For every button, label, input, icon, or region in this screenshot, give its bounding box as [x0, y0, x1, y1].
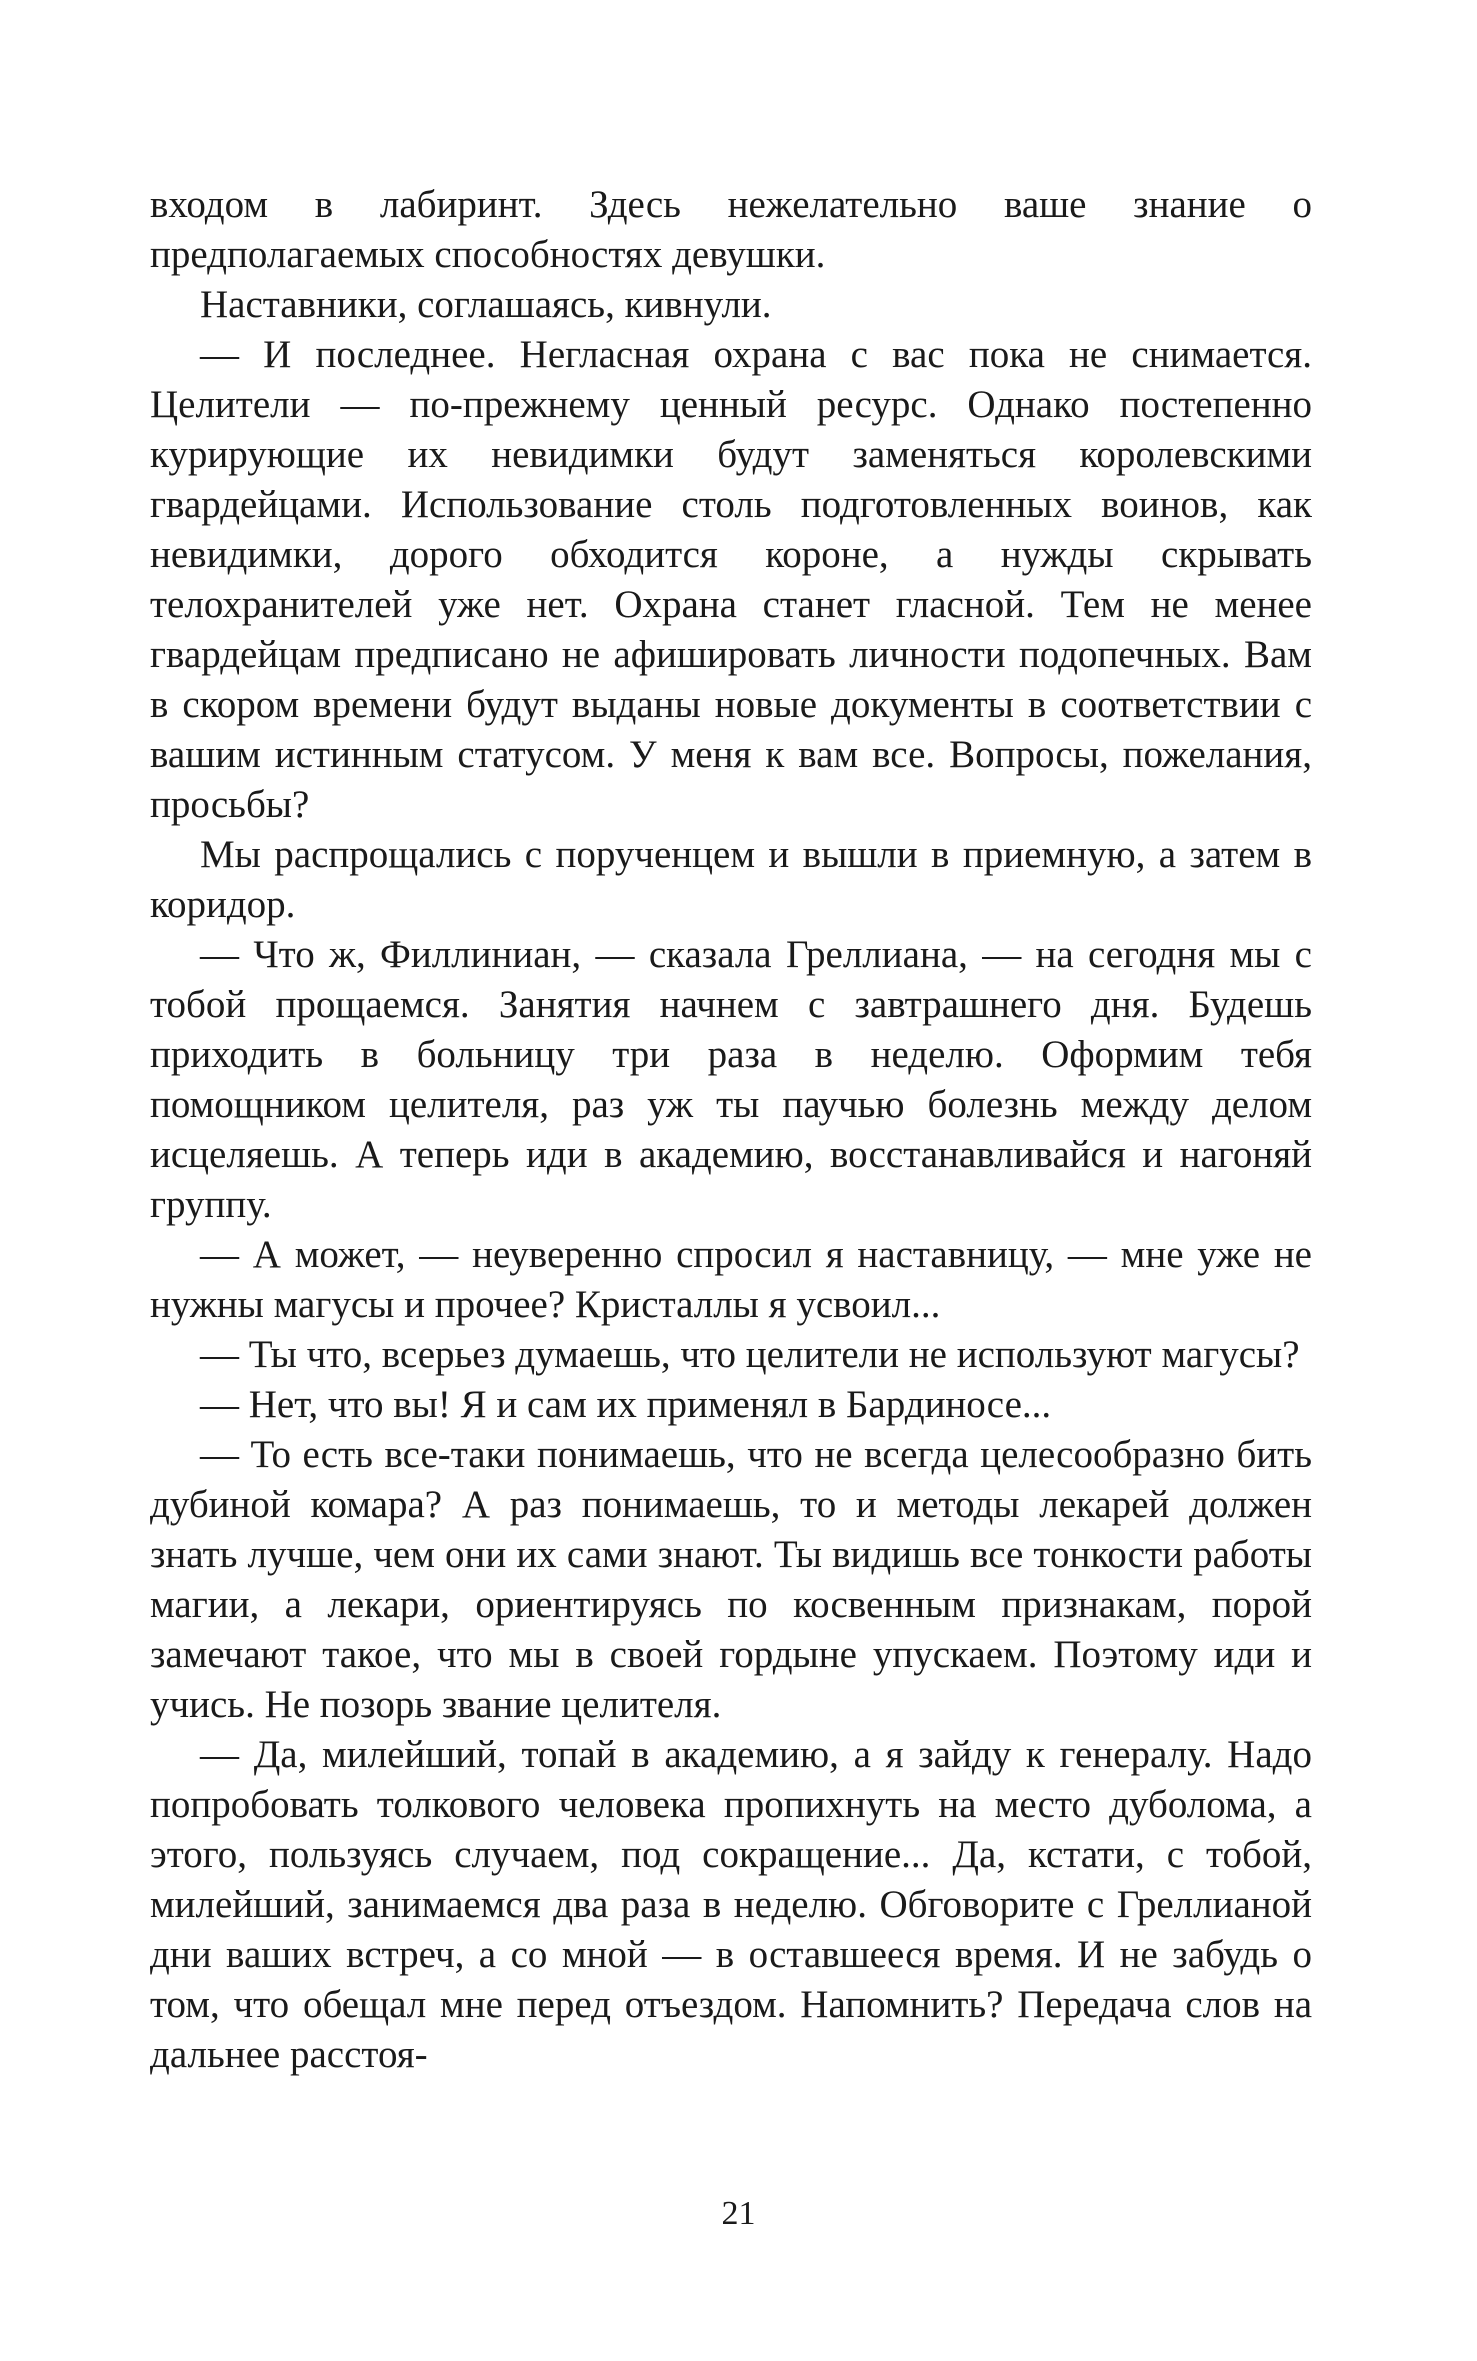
paragraph-1: входом в лабиринт. Здесь нежелательно ваше знание о предполагаемых способностях девушки.	[150, 183, 1312, 276]
paragraph-2: Наставники, соглашаясь, кивнули.	[200, 283, 772, 326]
paragraph-4: Мы распрощались с порученцем и вышли в приемную, а затем в коридор.	[150, 833, 1312, 926]
paragraph-7: — Ты что, всерьез думаешь, что целители не используют магусы?	[200, 1333, 1300, 1376]
paragraph-10: — Да, милейший, топай в академию, а я зайду к генералу. Надо попробовать толкового человека пропихнуть на место дуболома, а этого, пользуясь случаем, под сокращение... Да, кстати, с тобой, милейший, занимаемся два раза в неделю. Обговорите с Греллианой дни ваших встреч, а со мной — в оставшееся время. И не забудь о том, что обещал мне перед отъездом. Напомнить? Передача слов на дальнее расстоя-	[150, 1733, 1312, 2076]
paragraph-8: — Нет, что вы! Я и сам их применял в Бардиносе...	[200, 1383, 1052, 1426]
paragraph-9: — То есть все-таки понимаешь, что не всегда целесообразно бить дубиной комара? А раз понимаешь, то и методы лекарей должен знать лучше, чем они их сами знают. Ты видишь все тонкости работы магии, а лекари, ориентируясь по косвенным признакам, порой замечают такое, что мы в своей гордыне упускаем. Поэтому иди и учись. Не позорь звание целителя.	[150, 1433, 1312, 1726]
book-page-text	[150, 180, 1312, 2180]
page-number: 21	[721, 2195, 756, 2232]
paragraph-3: — И последнее. Негласная охрана с вас пока не снимается. Целители — по-прежнему ценный ресурс. Однако постепенно курирующие их невидимки будут заменяться королевскими гвардейцами. Использование столь подготовленных воинов, как невидимки, дорого обходится короне, а нужды скрывать телохранителей уже нет. Охрана станет гласной. Тем не менее гвардейцам предписано не афишировать личности подопечных. Вам в скором времени будут выданы новые документы в соответствии с вашим истинным статусом. У меня к вам все. Вопросы, пожелания, просьбы?	[150, 333, 1312, 826]
paragraph-6: — А может, — неуверенно спросил я наставницу, — мне уже не нужны магусы и прочее? Кристаллы я усвоил...	[150, 1233, 1312, 1326]
paragraph-5: — Что ж, Филлиниан, — сказала Греллиана, — на сегодня мы с тобой прощаемся. Занятия начнем с завтрашнего дня. Будешь приходить в больницу три раза в неделю. Оформим тебя помощником целителя, раз уж ты паучью болезнь между делом исцеляешь. А теперь иди в академию, восстанавливайся и нагоняй группу.	[150, 933, 1312, 1226]
